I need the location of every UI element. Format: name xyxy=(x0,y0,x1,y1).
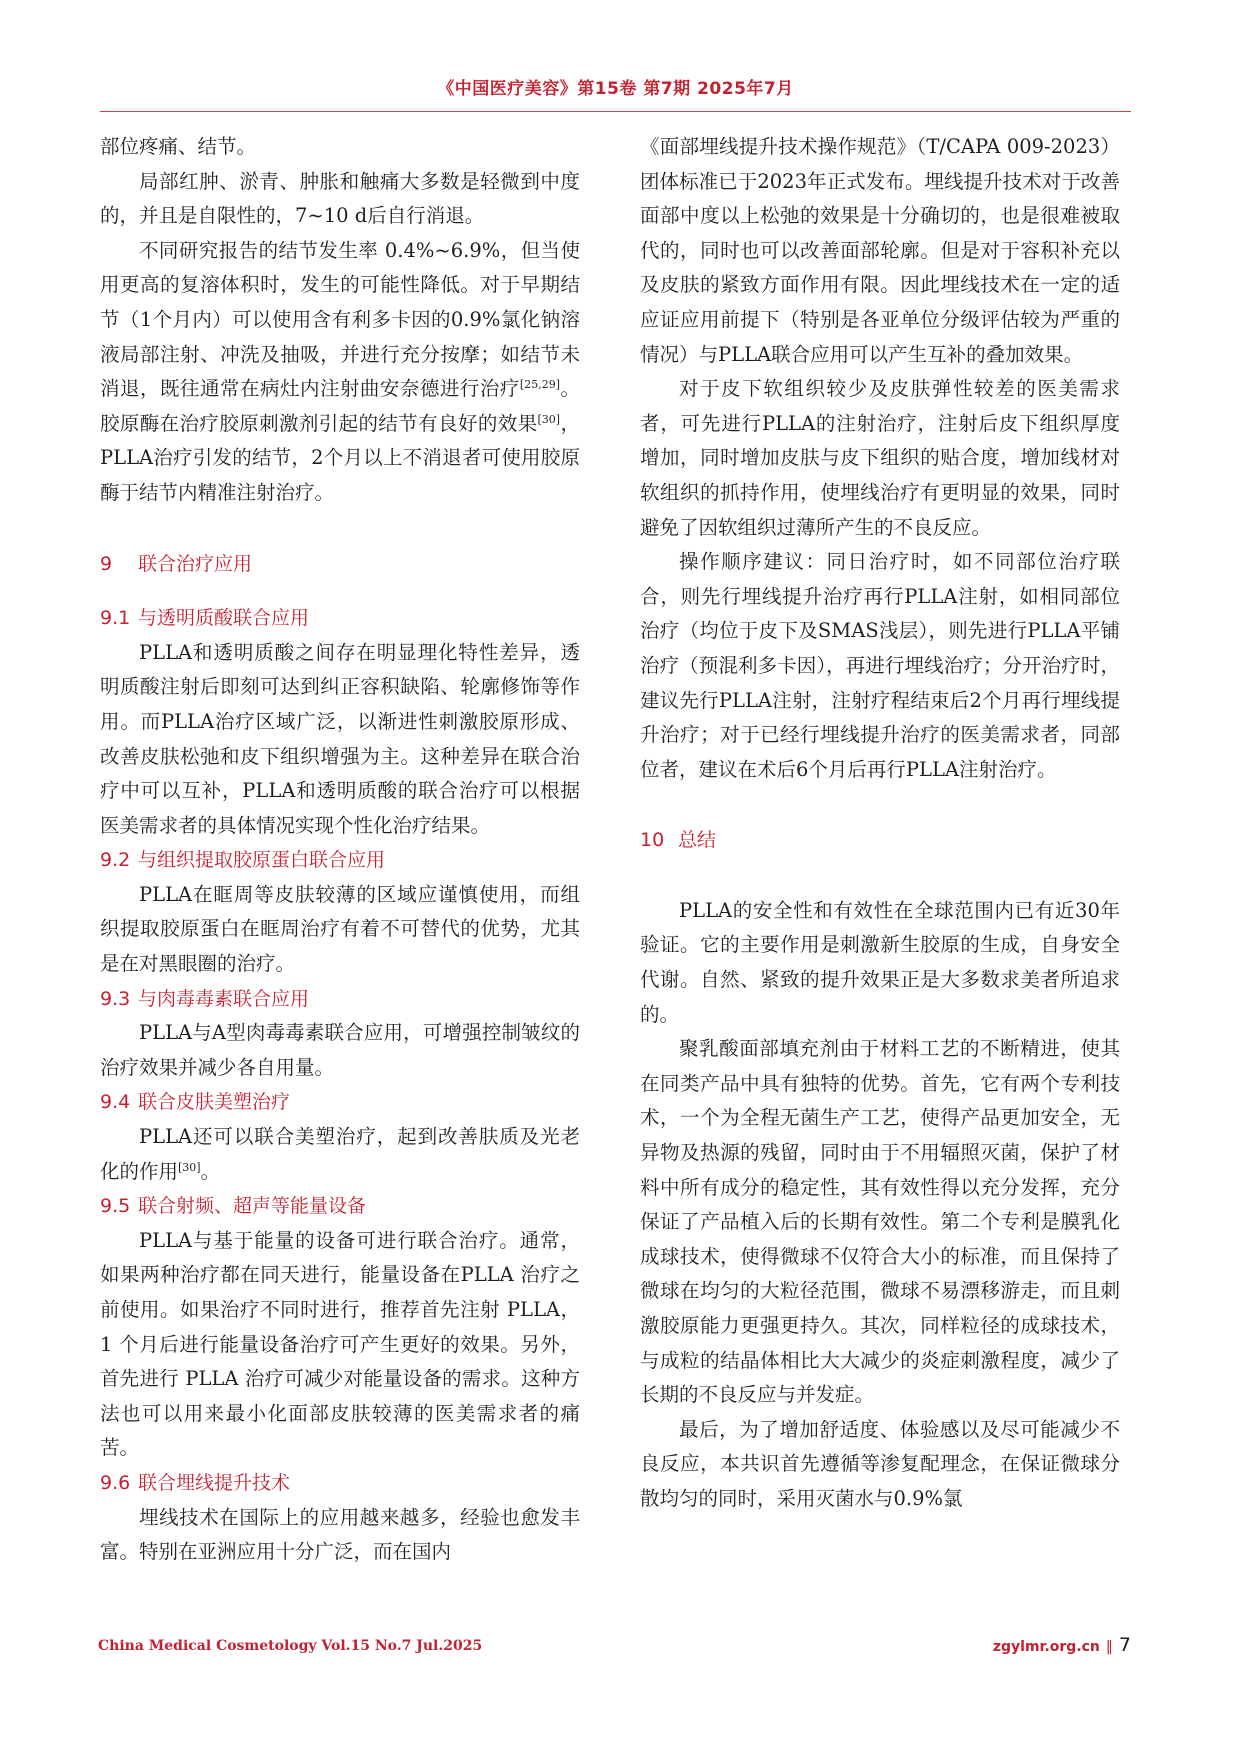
paragraph: 局部红肿、淤青、肿胀和触痛大多数是轻微到中度的，并且是自限性的，7~10 d后自行消退。 xyxy=(100,169,580,228)
subsection-number: 9.1 xyxy=(100,607,131,630)
subsection-number: 9.2 xyxy=(100,849,131,872)
text-segment: PLLA还可以联合美塑治疗，起到改善肤质及光老化的作用 xyxy=(100,1125,580,1183)
subsection-title: 联合埋线提升技术 xyxy=(138,1471,291,1494)
citation: [30] xyxy=(537,412,561,426)
subsection-heading-9-3 xyxy=(100,982,580,1017)
subsection-heading-9-4 xyxy=(100,1085,580,1120)
paragraph: PLLA的安全性和有效性在全球范围内已有近30年验证。它的主要作用是刺激新生胶原的生成，自身安全代谢。自然、紧致的提升效果正是大多数求美者所追求的。 xyxy=(640,898,1120,1026)
journal-footer: China Medical Cosmetology Vol.15 No.7 Jul.2025 xyxy=(98,1638,483,1654)
paragraph-nodules xyxy=(100,234,580,511)
journal-header: 《中国医疗美容》第15卷 第7期 2025年7月 xyxy=(437,79,794,99)
citation: [25,29] xyxy=(519,378,560,392)
subsection-title: 联合射频、超声等能量设备 xyxy=(138,1195,367,1218)
paragraph: 《面部埋线提升技术操作规范》（T/CAPA 009-2023）团体标准已于2023年正式发布。埋线提升技术对于改善面部中度以上松弛的效果是十分确切的，也是很难被取代的，同时也可以改善面部轮廓。但是对于容积补充以及皮肤的紧致方面作用有限。因此埋线技术在一定的适应证应用前提下（特别是各亚单位分级评估较为严重的情况）与PLLA联合应用可以产生互补的叠加效果。 xyxy=(640,135,1120,366)
website-link[interactable]: zgylmr.org.cn xyxy=(992,1639,1100,1655)
section-heading-10 xyxy=(640,823,1120,858)
footer-right xyxy=(993,1634,1131,1656)
paragraph: PLLA和透明质酸之间存在明显理化特性差异，透明质酸注射后即刻可达到纠正容积缺陷、轮廓修饰等作用。而PLLA治疗区域广泛，以渐进性刺激胶原形成、改善皮肤松弛和皮下组织增强为主。这种差异在联合治疗中可以互补，PLLA和透明质酸的联合治疗可以根据医美需求者的具体情况实现个性化治疗结果。 xyxy=(100,640,580,837)
paragraph: PLLA在眶周等皮肤较薄的区域应谨慎使用，而组织提取胶原蛋白在眶周治疗有着不可替代的优势，尤其是在对黑眼圈的治疗。 xyxy=(100,882,580,976)
paragraph: PLLA与基于能量的设备可进行联合治疗。通常，如果两种治疗都在同天进行，能量设备在PLLA 治疗之前使用。如果治疗不同时进行，推荐首先注射 PLLA，1 个月后进行能量设备治疗可产生更好的效果。另外，首先进行 PLLA 治疗可减少对能量设备的需求。这种方法也可以用来最小化面部皮肤较薄的医美需求者的痛苦。 xyxy=(100,1228,580,1460)
text-segment: 。胶原酶在治疗胶原刺激剂引起的结节有良好的效果 xyxy=(100,377,580,435)
text-segment: 不同研究报告的结节发生率 0.4%~6.9%，但当使用更高的复溶体积时，发生的可能性降低。对于早期结节（1个月内）可以使用含有利多卡因的0.9%氯化钠溶液局部注射、冲洗及抽吸，并进行充分按摩；如结节未消退，既往通常在病灶内注射曲安奈德进行治疗 xyxy=(100,238,580,401)
paragraph: 聚乳酸面部填充剂由于材料工艺的不断精进，使其在同类产品中具有独特的优势。首先，它有两个专利技术，一个为全程无菌生产工艺，使得产品更加安全，无异物及热源的残留，同时由于不用辐照灭菌，保护了材料中所有成分的稳定性，其有效性得以充分发挥，充分保证了产品植入后的长期有效性。第二个专利是膜乳化成球技术，使得微球不仅符合大小的标准，而且保持了微球在均匀的大粒径范围，微球不易漂移游走，而且刺激胶原能力更强更持久。其次，同样粒径的成球技术，与成粒的结晶体相比大大减少的炎症刺激程度，减少了长期的不良反应与并发症。 xyxy=(640,1037,1120,1407)
text-segment: 。 xyxy=(200,1159,221,1183)
text-segment: ，PLLA治疗引发的结节，2个月以上不消退者可使用胶原酶于结节内精准注射治疗。 xyxy=(100,411,580,504)
subsection-heading-9-2 xyxy=(100,843,580,878)
section-number: 9 xyxy=(100,552,113,575)
subsection-number: 9.6 xyxy=(100,1471,131,1494)
left-column xyxy=(100,130,580,1570)
subsection-heading-9-1 xyxy=(100,601,580,636)
citation: [30] xyxy=(178,1160,201,1174)
subsection-title: 与肉毒毒素联合应用 xyxy=(138,987,310,1010)
header-rule xyxy=(100,111,1131,112)
subsection-number: 9.5 xyxy=(100,1195,131,1218)
section-title: 总结 xyxy=(678,829,717,852)
paragraph: 部位疼痛、结节。 xyxy=(100,135,257,158)
subsection-heading-9-6 xyxy=(100,1466,580,1501)
section-heading-9 xyxy=(100,547,580,582)
paragraph: PLLA与A型肉毒毒素联合应用，可增强控制皱纹的治疗效果并减少各自用量。 xyxy=(100,1021,580,1079)
section-title: 联合治疗应用 xyxy=(138,552,253,575)
subsection-number: 9.4 xyxy=(100,1091,131,1114)
paragraph: 最后，为了增加舒适度、体验感以及尽可能减少不良反应，本共识首先遵循等渗复配理念，在保证微球分散均匀的同时，采用灭菌水与0.9%氯 xyxy=(640,1417,1120,1510)
paragraph: 操作顺序建议：同日治疗时，如不同部位治疗联合，则先行埋线提升治疗再行PLLA注射，如相同部位治疗（均位于皮下及SMAS浅层），则先进行PLLA平铺治疗（预混利多卡因），再进行埋线治疗；分开治疗时，建议先行PLLA注射，注射疗程结束后2个月再行埋线提升治疗；对于已经行埋线提升治疗的医美需求者，同部位者，建议在术后6个月后再行PLLA注射治疗。 xyxy=(640,550,1120,781)
section-number: 10 xyxy=(640,829,665,852)
paragraph: 对于皮下软组织较少及皮肤弹性较差的医美需求者，可先进行PLLA的注射治疗，注射后皮下组织厚度增加，同时增加皮肤与皮下组织的贴合度，增加线材对软组织的抓持作用，使埋线治疗有更明显的效果，同时避免了因软组织过薄所产生的不良反应。 xyxy=(640,377,1120,539)
subsection-title: 联合皮肤美塑治疗 xyxy=(138,1091,291,1114)
paragraph: 埋线技术在国际上的应用越来越多，经验也愈发丰富。特别在亚洲应用十分广泛，而在国内 xyxy=(100,1505,580,1564)
subsection-title: 与组织提取胶原蛋白联合应用 xyxy=(138,849,386,872)
subsection-heading-9-5 xyxy=(100,1189,580,1224)
paragraph xyxy=(100,1120,580,1189)
subsection-title: 与透明质酸联合应用 xyxy=(138,607,310,630)
subsection-number: 9.3 xyxy=(100,987,131,1010)
page-number: 7 xyxy=(1118,1634,1131,1656)
right-column xyxy=(640,130,1120,1517)
footer-separator: ‖ xyxy=(1105,1639,1113,1655)
